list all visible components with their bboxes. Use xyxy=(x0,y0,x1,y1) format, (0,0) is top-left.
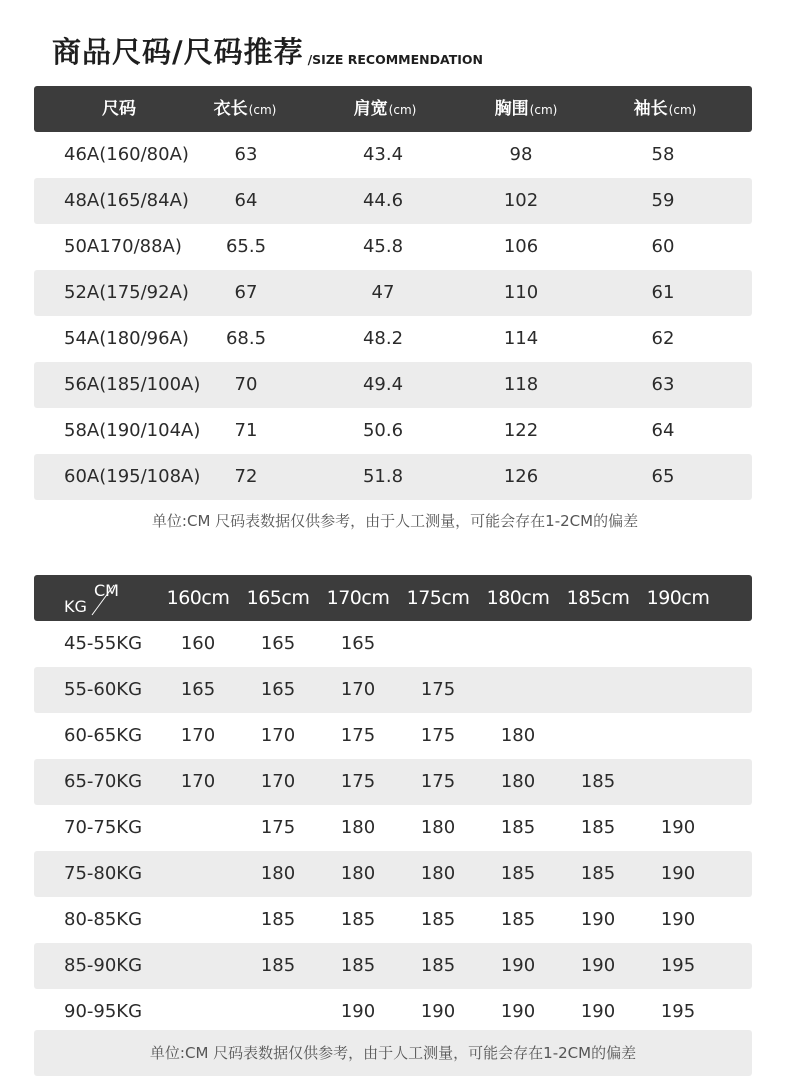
corner-cell xyxy=(64,575,128,621)
cell-chest: 114 xyxy=(503,328,539,349)
title-main: 商品尺码/尺码推荐 xyxy=(52,35,304,69)
cell-shoulder: 49.4 xyxy=(362,374,404,395)
page-title xyxy=(52,30,483,71)
cell-recommended-size: 175 xyxy=(340,771,376,792)
cell-recommended-size: 175 xyxy=(340,725,376,746)
table-row xyxy=(34,178,752,224)
cell-size: 58A(190/104A) xyxy=(64,420,201,441)
cell-length: 68.5 xyxy=(225,328,267,349)
table-row xyxy=(34,621,752,667)
cell-chest: 122 xyxy=(503,420,539,441)
header-chest: 胸围(cm) xyxy=(494,99,558,119)
cell-size: 46A(160/80A) xyxy=(64,144,189,165)
cell-recommended-size: 185 xyxy=(500,817,536,838)
cell-recommended-size: 170 xyxy=(260,725,296,746)
header-height-5: 185cm xyxy=(566,587,630,609)
cell-length: 70 xyxy=(234,374,258,395)
table-row xyxy=(34,362,752,408)
cell-recommended-size: 160 xyxy=(180,633,216,654)
cell-chest: 102 xyxy=(503,190,539,211)
header-height-2: 170cm xyxy=(326,587,390,609)
cell-recommended-size: 165 xyxy=(180,679,216,700)
cell-chest: 98 xyxy=(509,144,533,165)
cell-weight: 75-80KG xyxy=(64,863,143,884)
table-row xyxy=(34,897,752,943)
recommend-table-note: 单位:CM 尺码表数据仅供参考，由于人工测量，可能会存在1-2CM的偏差 xyxy=(34,1030,752,1076)
cell-size: 52A(175/92A) xyxy=(64,282,189,303)
cell-recommended-size: 185 xyxy=(420,909,456,930)
cell-recommended-size: 185 xyxy=(260,955,296,976)
cell-shoulder: 48.2 xyxy=(362,328,404,349)
table-row xyxy=(34,713,752,759)
table-row xyxy=(34,270,752,316)
cell-shoulder: 51.8 xyxy=(362,466,404,487)
cell-shoulder: 44.6 xyxy=(362,190,404,211)
cell-recommended-size: 170 xyxy=(180,771,216,792)
header-shoulder: 肩宽(cm) xyxy=(353,99,417,119)
cell-recommended-size: 185 xyxy=(580,771,616,792)
table-row xyxy=(34,132,752,178)
cell-recommended-size: 190 xyxy=(420,1001,456,1022)
header-sleeve: 袖长(cm) xyxy=(633,99,697,119)
table-row xyxy=(34,224,752,270)
cell-recommended-size: 190 xyxy=(340,1001,376,1022)
table-row xyxy=(34,454,752,500)
cell-weight: 45-55KG xyxy=(64,633,143,654)
cell-sleeve: 58 xyxy=(651,144,675,165)
cell-weight: 55-60KG xyxy=(64,679,143,700)
title-subtitle: /SIZE RECOMMENDATION xyxy=(307,52,483,67)
cell-sleeve: 65 xyxy=(651,466,675,487)
cell-shoulder: 50.6 xyxy=(362,420,404,441)
cell-sleeve: 59 xyxy=(651,190,675,211)
cell-weight: 90-95KG xyxy=(64,1001,143,1022)
corner-weight-label: KG xyxy=(64,597,87,616)
cell-sleeve: 60 xyxy=(651,236,675,257)
cell-sleeve: 64 xyxy=(651,420,675,441)
cell-weight: 80-85KG xyxy=(64,909,143,930)
cell-recommended-size: 190 xyxy=(500,955,536,976)
table-row xyxy=(34,316,752,362)
cell-recommended-size: 190 xyxy=(660,817,696,838)
cell-recommended-size: 180 xyxy=(340,817,376,838)
cell-recommended-size: 165 xyxy=(340,633,376,654)
cell-recommended-size: 195 xyxy=(660,955,696,976)
table-row xyxy=(34,943,752,989)
cell-recommended-size: 185 xyxy=(340,909,376,930)
cell-recommended-size: 190 xyxy=(580,909,616,930)
cell-size: 60A(195/108A) xyxy=(64,466,201,487)
cell-recommended-size: 170 xyxy=(260,771,296,792)
cell-chest: 126 xyxy=(503,466,539,487)
cell-sleeve: 62 xyxy=(651,328,675,349)
cell-recommended-size: 185 xyxy=(580,817,616,838)
cell-shoulder: 47 xyxy=(371,282,395,303)
header-height-4: 180cm xyxy=(486,587,550,609)
cell-size: 56A(185/100A) xyxy=(64,374,201,395)
table-row xyxy=(34,805,752,851)
table-row xyxy=(34,667,752,713)
cell-weight: 85-90KG xyxy=(64,955,143,976)
table-row xyxy=(34,759,752,805)
cell-recommended-size: 190 xyxy=(580,1001,616,1022)
cell-chest: 118 xyxy=(503,374,539,395)
cell-recommended-size: 185 xyxy=(580,863,616,884)
cell-recommended-size: 185 xyxy=(340,955,376,976)
cell-length: 64 xyxy=(234,190,258,211)
cell-recommended-size: 175 xyxy=(420,725,456,746)
cell-weight: 70-75KG xyxy=(64,817,143,838)
header-height-0: 160cm xyxy=(166,587,230,609)
cell-recommended-size: 165 xyxy=(260,633,296,654)
cell-sleeve: 63 xyxy=(651,374,675,395)
cell-recommended-size: 170 xyxy=(180,725,216,746)
header-size: 尺码 xyxy=(102,99,136,119)
cell-recommended-size: 165 xyxy=(260,679,296,700)
cell-recommended-size: 180 xyxy=(340,863,376,884)
size-table-header xyxy=(34,86,752,132)
recommend-table xyxy=(34,575,752,1035)
cell-size: 54A(180/96A) xyxy=(64,328,189,349)
cell-recommended-size: 180 xyxy=(420,817,456,838)
table-row xyxy=(34,408,752,454)
cell-weight: 65-70KG xyxy=(64,771,143,792)
cell-recommended-size: 190 xyxy=(500,1001,536,1022)
size-table-note: 单位:CM 尺码表数据仅供参考，由于人工测量，可能会存在1-2CM的偏差 xyxy=(151,512,639,530)
cell-size: 50A170/88A) xyxy=(64,236,182,257)
cell-recommended-size: 180 xyxy=(260,863,296,884)
cell-recommended-size: 175 xyxy=(420,679,456,700)
cell-recommended-size: 175 xyxy=(260,817,296,838)
cell-shoulder: 45.8 xyxy=(362,236,404,257)
cell-sleeve: 61 xyxy=(651,282,675,303)
cell-chest: 110 xyxy=(503,282,539,303)
cell-recommended-size: 190 xyxy=(580,955,616,976)
header-height-3: 175cm xyxy=(406,587,470,609)
cell-length: 71 xyxy=(234,420,258,441)
cell-recommended-size: 185 xyxy=(500,909,536,930)
table-row xyxy=(34,851,752,897)
size-table xyxy=(34,86,752,500)
cell-recommended-size: 185 xyxy=(420,955,456,976)
cell-recommended-size: 175 xyxy=(420,771,456,792)
header-height-6: 190cm xyxy=(646,587,710,609)
cell-length: 65.5 xyxy=(225,236,267,257)
cell-recommended-size: 180 xyxy=(500,725,536,746)
cell-recommended-size: 185 xyxy=(500,863,536,884)
header-length: 衣长(cm) xyxy=(213,99,277,119)
cell-chest: 106 xyxy=(503,236,539,257)
cell-length: 72 xyxy=(234,466,258,487)
recommend-table-header xyxy=(34,575,752,621)
corner-height-label: CM xyxy=(94,581,119,600)
cell-recommended-size: 195 xyxy=(660,1001,696,1022)
cell-recommended-size: 180 xyxy=(500,771,536,792)
cell-recommended-size: 190 xyxy=(660,863,696,884)
cell-recommended-size: 190 xyxy=(660,909,696,930)
cell-weight: 60-65KG xyxy=(64,725,143,746)
table-row xyxy=(34,989,752,1035)
cell-length: 63 xyxy=(234,144,258,165)
cell-length: 67 xyxy=(234,282,258,303)
header-height-1: 165cm xyxy=(246,587,310,609)
cell-recommended-size: 185 xyxy=(260,909,296,930)
cell-recommended-size: 170 xyxy=(340,679,376,700)
cell-size: 48A(165/84A) xyxy=(64,190,189,211)
cell-recommended-size: 180 xyxy=(420,863,456,884)
cell-shoulder: 43.4 xyxy=(362,144,404,165)
